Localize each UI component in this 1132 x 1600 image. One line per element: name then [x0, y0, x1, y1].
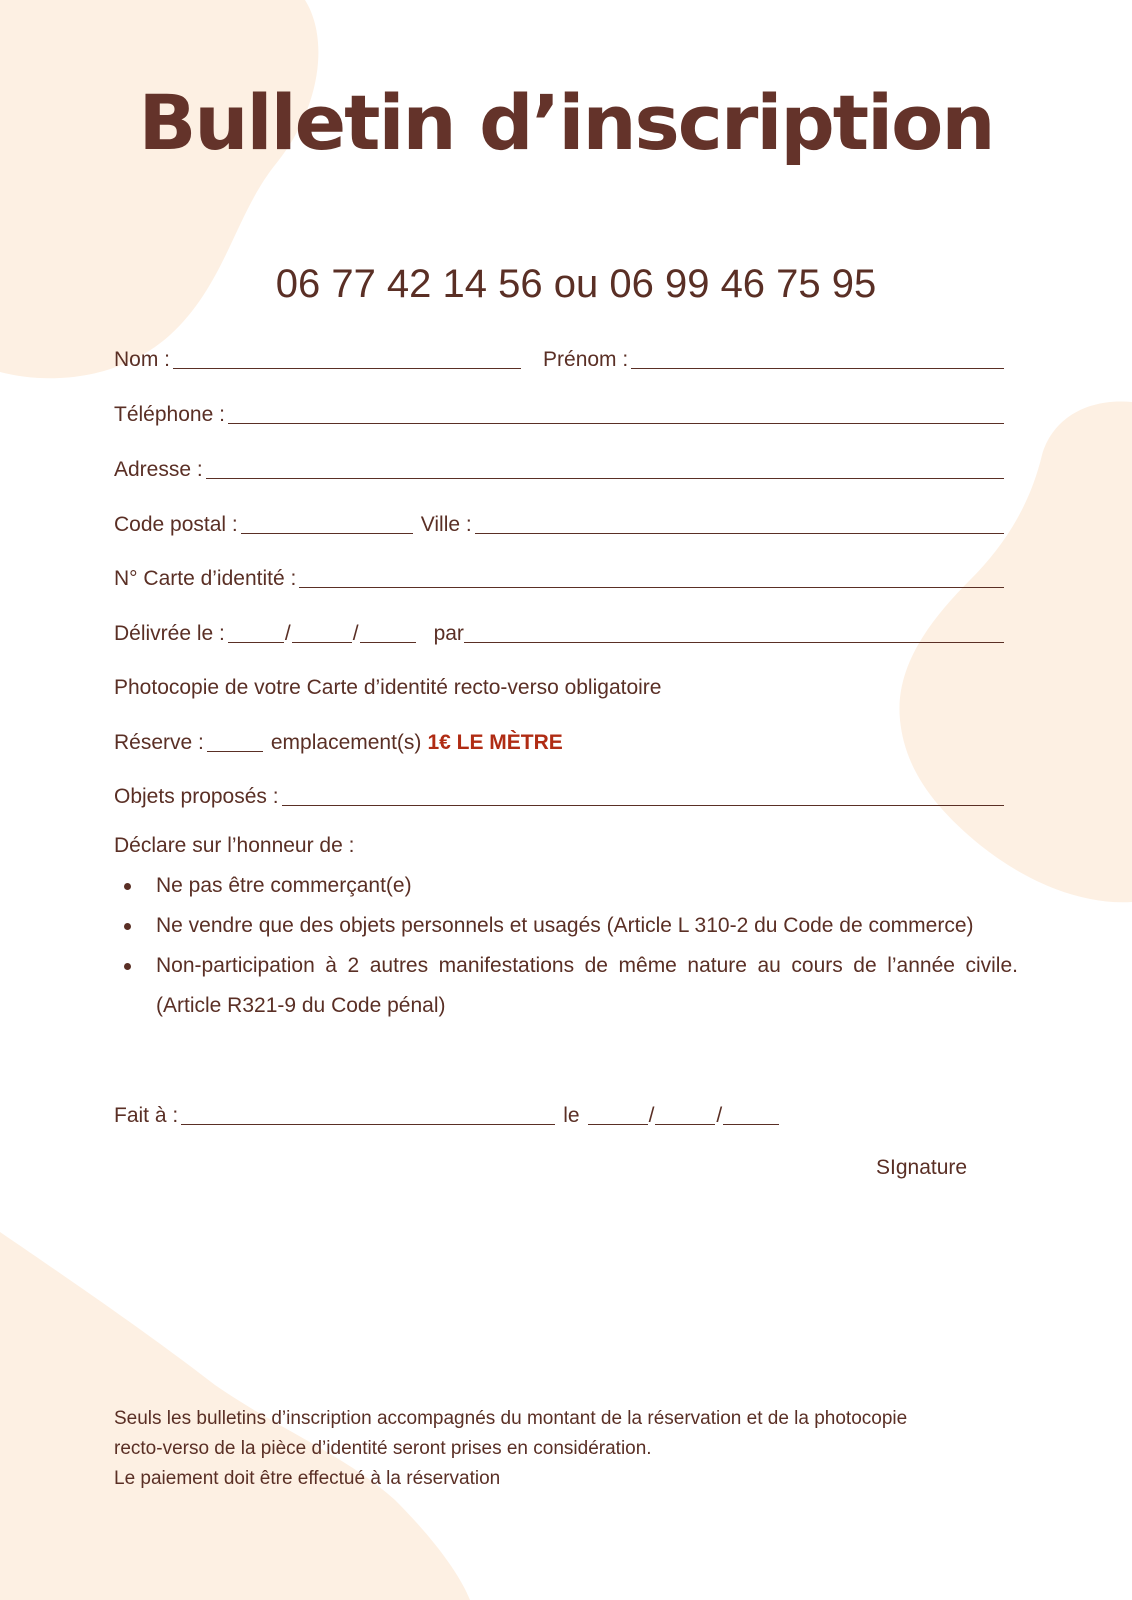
fait-a-row	[114, 1100, 794, 1128]
prenom-field[interactable]	[631, 346, 1004, 369]
emplacement-label: emplacement(s)	[270, 731, 422, 754]
carte-identite-field[interactable]	[299, 565, 1004, 588]
delivree-label: Délivrée le :	[114, 622, 225, 645]
delivree-day-field[interactable]	[228, 620, 284, 643]
list-item	[114, 866, 1018, 906]
delivree-row	[114, 618, 1004, 646]
nom-field[interactable]	[173, 346, 521, 369]
ville-field[interactable]	[475, 511, 1004, 534]
photocopie-note: Photocopie de votre Carte d’identité recto-verso obligatoire	[114, 676, 662, 699]
telephone-label: Téléphone :	[114, 403, 225, 426]
reserve-field[interactable]	[207, 729, 263, 752]
footer-note	[114, 1404, 1018, 1494]
date-separator: /	[352, 622, 359, 645]
code-postal-field[interactable]	[241, 511, 413, 534]
ville-label: Ville :	[420, 513, 472, 536]
nom-label: Nom :	[114, 348, 171, 371]
reserve-row	[114, 727, 1004, 755]
fait-a-field[interactable]	[181, 1102, 555, 1125]
code-postal-label: Code postal :	[114, 513, 238, 536]
bullet-icon	[124, 883, 131, 890]
carte-identite-row	[114, 563, 1004, 591]
adresse-field[interactable]	[206, 456, 1004, 479]
delivree-year-field[interactable]	[360, 620, 416, 643]
bullet-icon	[124, 963, 131, 970]
objets-label: Objets proposés :	[114, 785, 279, 808]
fait-a-label: Fait à :	[114, 1104, 179, 1127]
list-item	[114, 946, 1018, 1026]
phone-numbers: 06 77 42 14 56 ou 06 99 46 75 95	[275, 262, 877, 306]
bullet-icon	[124, 923, 131, 930]
date-separator: /	[284, 622, 291, 645]
list-item-text: Ne pas être commerçant(e)	[156, 874, 412, 897]
le-label: le	[563, 1104, 580, 1127]
footer-line: recto-verso de la pièce d’identité seront prises en considération.	[114, 1438, 652, 1459]
fait-year-field[interactable]	[723, 1102, 779, 1125]
telephone-field[interactable]	[228, 401, 1004, 424]
prenom-label: Prénom :	[543, 348, 629, 371]
adresse-row	[114, 454, 1004, 482]
declaration-list	[114, 866, 1018, 1026]
footer-line: Le paiement doit être effectué à la réservation	[114, 1468, 501, 1489]
signature-label: SIgnature	[876, 1156, 968, 1179]
par-field[interactable]	[464, 620, 1004, 643]
reserve-label: Réserve :	[114, 731, 204, 754]
code-postal-row	[114, 509, 1004, 537]
price-label: 1€ LE MÈTRE	[427, 731, 563, 754]
list-item-text: Ne vendre que des objets personnels et usagés (Article L 310-2 du Code de commerce)	[156, 914, 974, 937]
date-separator: /	[648, 1104, 655, 1127]
carte-identite-label: N° Carte d’identité :	[114, 567, 297, 590]
declaration-intro: Déclare sur l’honneur de :	[114, 834, 355, 857]
list-item-text: Non-participation à 2 autres manifestations de même nature au cours de l’année civile. (Article R321-9 du Code pénal)	[156, 954, 1018, 1017]
date-separator: /	[716, 1104, 723, 1127]
adresse-label: Adresse :	[114, 458, 203, 481]
par-label: par	[433, 622, 464, 645]
fait-day-field[interactable]	[588, 1102, 648, 1125]
list-item	[114, 906, 1018, 946]
telephone-row	[114, 399, 1004, 427]
page-title: Bulletin d’inscription	[138, 78, 994, 167]
objets-field[interactable]	[282, 783, 1004, 806]
objets-row	[114, 781, 1004, 809]
footer-line: Seuls les bulletins d’inscription accompagnés du montant de la réservation et de la photocopie	[114, 1408, 908, 1429]
delivree-month-field[interactable]	[292, 620, 352, 643]
name-row	[114, 344, 1004, 372]
fait-month-field[interactable]	[655, 1102, 715, 1125]
